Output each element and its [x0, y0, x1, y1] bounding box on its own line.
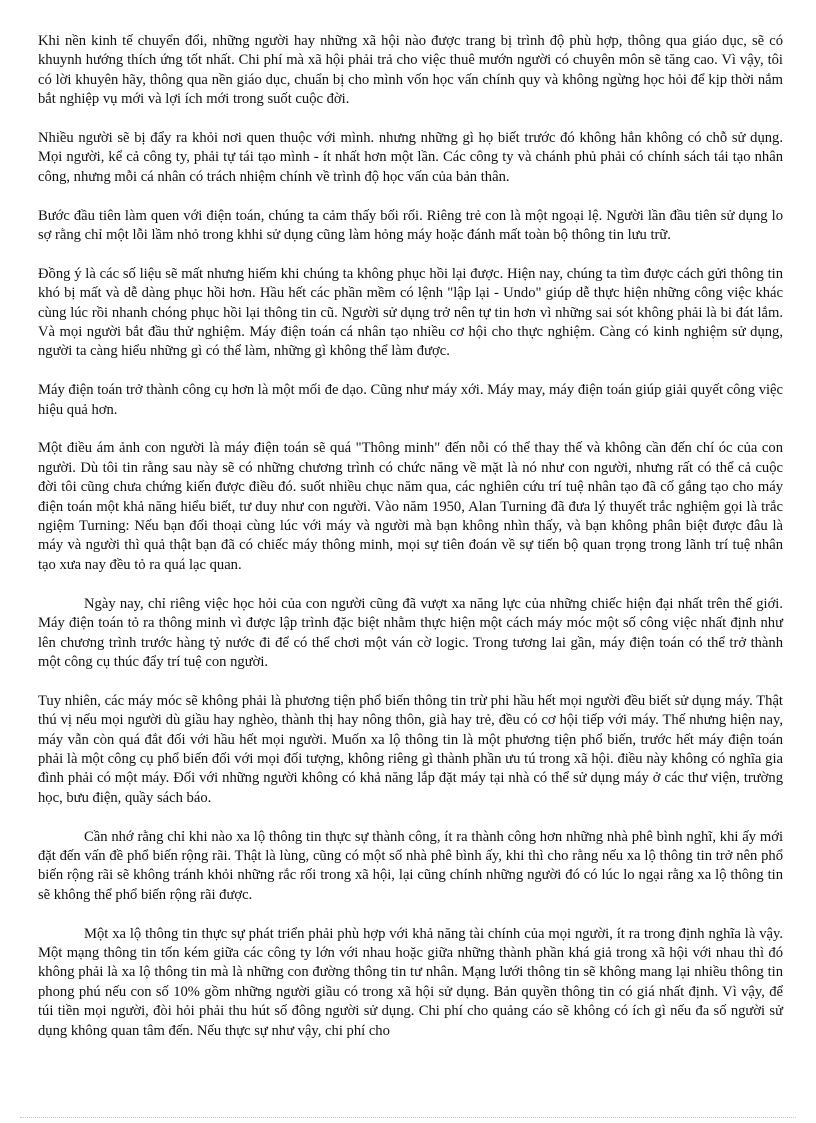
paragraph-6: Một điều ám ảnh con người là máy điện toán sẽ quá "Thông minh" đến nỗi có thể thay thế và không cần đến chí óc của con người. Dù tôi tin rằng sau này sẽ có những chương trình có chức năng về mặt là nó như con người, nhưng rất có thể cả cuộc đời tôi cũng chưa chứng kiến được điều đó. suốt nhiều chục năm qua, các nghiên cứu trí tuệ nhân tạo đã cố gắng tạo cho máy điện toán một khả năng hiểu biết, tư duy như con người. Vào năm 1950, Alan Turning đã đưa lý thuyết trắc nghiệm gọi là trắc ngiệm Turning: Nếu bạn đối thoại cùng lúc với máy và người mà bạn không nhìn thấy, và bạn không phân biệt được đâu là máy và người thì quả thật bạn đã có chiếc máy thông minh, mọi sự tiên đoán về sự tiến bộ quan trọng trong lãnh trí tuệ nhân tạo xưa nay đều tỏ ra quá lạc quan.: [38, 440, 783, 573]
paragraph-9: Cần nhớ rằng chỉ khi nào xa lộ thông tin thực sự thành công, ít ra thành công hơn những nhà phê bình nghĩ, khi ấy mới đặt đến vấn đề phổ biến rộng rãi. Thật là lùng, cũng có một số nhà phê bình ấy, khi thì cho rằng nếu xa lộ thông tin trở nên phổ biến rộng rãi sẽ không tránh khỏi những rắc rối trong xã hội, lại cũng chính những người đó có lúc lo ngại rằng xa lộ thông tin sẽ không thể phổ biến rộng rãi được.: [38, 828, 783, 903]
paragraph-8: Tuy nhiên, các máy móc sẽ không phải là phương tiện phổ biến thông tin trừ phi hầu hết mọi người đều biết sử dụng máy. Thật thú vị nếu mọi người dù giầu hay nghèo, thành thị hay nông thôn, già hay trẻ, đều có cơ hội tiếp với máy. Thế nhưng hiện nay, máy vẫn còn quá đắt đối với hầu hết mọi người. Muốn xa lộ thông tin là một phương tiện phổ biến, trước hết máy điện toán phải là một công cụ phổ biến đối với mọi đối tượng, không riêng gì thành phần ưu tú trong xã hội. điều này không có nghĩa gia đình phải có một máy. Đối với những người không có khả năng lắp đặt máy tại nhà có thể sử dụng máy ở các thư viện, trường học, bưu điện, quầy sách báo.: [38, 692, 783, 806]
page-bottom-rule: [20, 1117, 796, 1118]
paragraph-4: Đồng ý là các số liệu sẽ mất nhưng hiếm khi chúng ta không phục hồi lại được. Hiện nay, chúng ta tìm được cách gửi thông tin khó bị mất và dễ dàng phục hồi hơn. Hầu hết các phần mềm có lệnh "lập lại - Undo" giúp dễ thực hiện những công việc khác cùng lúc rồi nhanh chóng phục hồi lại thông tin cũ. Người sử dụng trở nên tự tin hơn vì những sai sót không phải là bi đát lắm. Và mọi người bắt đầu thử nghiệm. Máy điện toán cá nhân tạo nhiều cơ hội cho thực nghiệm. Càng có kinh nghiệm sử dụng, người ta càng hiểu những gì có thể làm, những gì không thể làm được.: [38, 265, 783, 360]
document-body: [38, 32, 783, 1060]
paragraph-7: Ngày nay, chỉ riêng việc học hỏi của con người cũng đã vượt xa năng lực của những chiếc hiện đại nhất trên thế giới. Máy điện toán tỏ ra thông minh vì được lập trình đặc biệt nhằm thực hiện một cách máy móc một số công việc nhất định như lên chương trình trước hàng tỷ nước đi để có thể chơi một ván cờ logic. Trong tương lai gần, máy điện toán có thể trở thành một công cụ thúc đẩy trí tuệ con người.: [38, 595, 783, 670]
paragraph-2: Nhiều người sẽ bị đẩy ra khỏi nơi quen thuộc với mình. nhưng những gì họ biết trước đó không hẳn không có chỗ sử dụng. Mọi người, kể cả công ty, phải tự tái tạo mình - ít nhất hơn một lần. Các công ty và chánh phủ phải có chính sách tái tạo nhân công, nhưng mỗi cá nhân có trách nhiệm chính về trình độ học vấn của bản thân.: [38, 130, 783, 185]
paragraph-5: Máy điện toán trở thành công cụ hơn là một mối đe dạo. Cũng như máy xới. Máy may, máy điện toán giúp giải quyết công việc hiệu quả hơn.: [38, 382, 783, 418]
paragraph-10: Một xa lộ thông tin thực sự phát triển phải phù hợp với khả năng tài chính của mọi người, ít ra trong định nghĩa là vậy. Một mạng thông tin tốn kém giữa các công ty lớn với nhau hoặc giữa những thành phần khá giả trong xã hội với nhau thì đó không phải là xa lộ thông tin mà là những con đường thông tin tư nhân. Mạng lưới thông tin sẽ không mang lại nhiều thông tin phong phú nếu con số 10% gồm những người giầu có trong xã hội sử dụng. Bản quyền thông tin có giá nhất định. Vì vậy, để túi tiền mọi người, đòi hỏi phải thu hút số đông người sử dụng. Chi phí cho quảng cáo sẽ không có ích gì nếu đa số người sử dụng không quan tâm đến. Nếu thực sự như vậy, chi phí cho: [38, 925, 783, 1039]
paragraph-3: Bước đầu tiên làm quen với điện toán, chúng ta cảm thấy bối rối. Riêng trẻ con là một ngoại lệ. Người lần đầu tiên sử dụng lo sợ rằng chỉ một lỗi lầm nhỏ trong khhi sử dụng cũng làm hỏng máy hoặc đánh mất toàn bộ thông tin lưu trữ.: [38, 207, 783, 244]
paragraph-1: Khi nền kinh tế chuyển đổi, những người hay những xã hội nào được trang bị trình độ phù hợp, thông qua giáo dục, sẽ có khuynh hướng thích ứng tốt nhất. Chi phí mà xã hội phải trả cho việc thuê mướn người có chuyên môn sẽ tăng cao. Vì vậy, tôi có lời khuyên hãy, thông qua nền giáo dục, chuẩn bị cho mình vốn học vấn chính quy và không ngừng học hỏi để kịp thời nắm bắt nghiệp vụ mới và lợi ích mới trong suốt cuộc đời.: [38, 33, 783, 108]
